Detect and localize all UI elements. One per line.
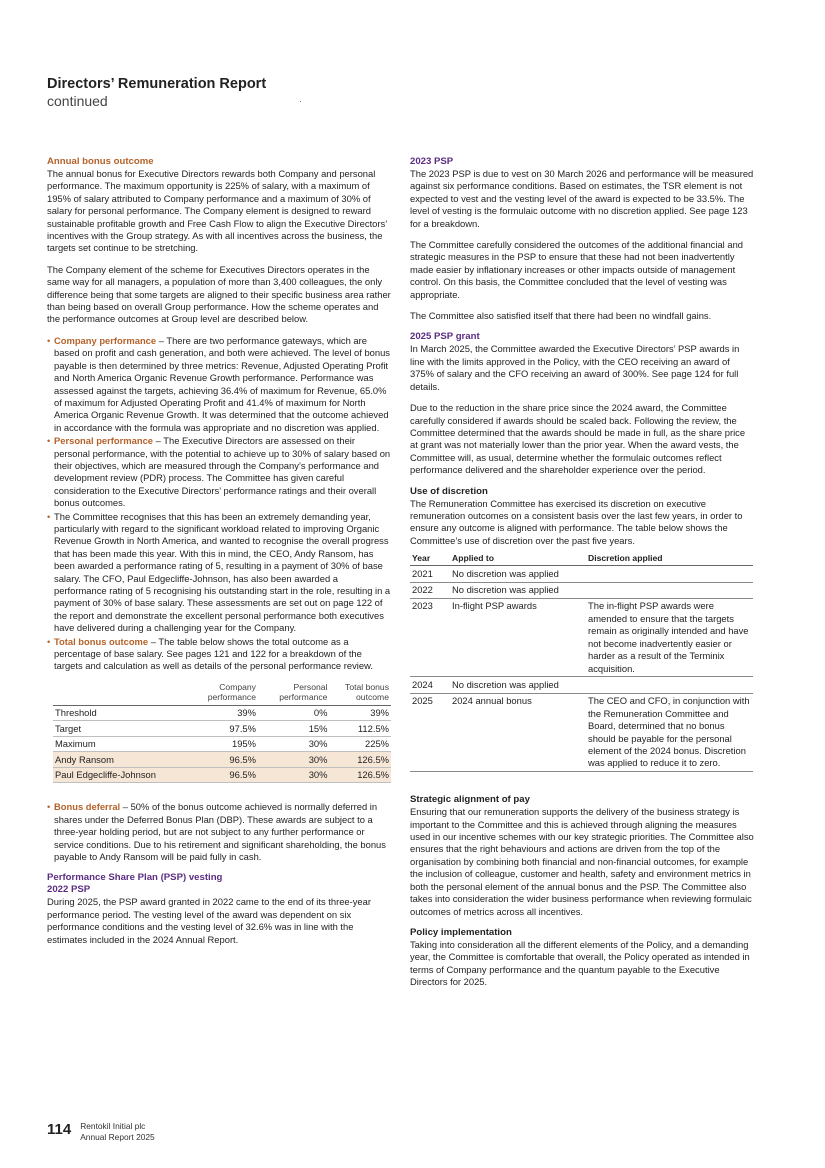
bonus-deferral-list [47, 801, 392, 863]
decorative-dot [300, 101, 301, 102]
column-header: Total bonus outcome [329, 682, 391, 706]
table-row [53, 736, 391, 752]
left-column [47, 156, 392, 955]
personal-value: 15% [258, 721, 329, 737]
psp-vesting-heading: Performance Share Plan (PSP) vesting [47, 872, 223, 884]
table-row [410, 693, 753, 771]
year-cell: 2021 [410, 566, 450, 582]
column-header: Applied to [450, 551, 586, 566]
psp-2025-paragraph-1: In March 2025, the Committee awarded the Executive Directors’ PSP awards in line with the limits approved in the Policy, with the CEO receiving an award of 375% of salary and the CFO receiving an award of 300%. See page 124 for full details. [410, 343, 740, 392]
psp-2023-paragraph-3: The Committee also satisfied itself that there had been no windfall gains. [410, 310, 712, 322]
psp-2023-paragraph-1: The 2023 PSP is due to vest on 30 March 2026 and performance will be measured against six performance conditions. Based on estimates, the TSR element is not expected to vest and the vesting level of the award is expected to be 33.5%. The level of vesting is the formulaic outcome with no discretion applied. See page 123 for a breakdown. [410, 168, 754, 229]
table-row [53, 721, 391, 737]
row-label: Target [53, 721, 185, 737]
bullet-label: Company performance [54, 334, 157, 346]
page-footer [47, 1121, 155, 1142]
table-row [410, 677, 753, 693]
psp-2025-heading: 2025 PSP grant [410, 331, 480, 343]
year-cell: 2022 [410, 582, 450, 598]
table-row [410, 566, 753, 582]
list-item [47, 636, 392, 673]
column-header: Year [410, 551, 450, 566]
discretion-cell [586, 566, 753, 582]
total-value: 126.5% [329, 767, 391, 783]
report-header [47, 76, 266, 109]
table-row [410, 598, 753, 676]
psp-2022-heading: 2022 PSP [47, 884, 91, 896]
report-name: Annual Report 2025 [80, 1131, 155, 1142]
report-title: Directors’ Remuneration Report [47, 76, 267, 92]
company-value: 195% [185, 736, 258, 752]
psp-2023-heading: 2023 PSP [410, 156, 454, 167]
page-number: 114 [47, 1121, 72, 1138]
discretion-table [410, 551, 753, 772]
year-cell: 2024 [410, 677, 450, 693]
discretion-heading: Use of discretion [410, 485, 488, 497]
bullet-label: Personal performance [54, 435, 153, 447]
bullet-text: – The Executive Directors are assessed on their personal performance, with the potential to achieve up to 30% of salary based on their objectives, which are measured through the Company’s performance and development review (PDR) process. The Committee has given careful consideration to the Executive Directors’ performance ratings and their overall bonus outcomes. [54, 435, 391, 509]
year-cell: 2025 [410, 693, 450, 771]
publication-info [80, 1121, 155, 1142]
psp-2025-paragraph-2: Due to the reduction in the share price since the 2024 award, the Committee carefully considered if awards should be scaled back. Following the review, the Committee determined that the awards should be made in full, as the share price at grant was not materially lower than the prior year. When the award vests, the Committee will, as usual, determine whether the formulaic outcomes reflect performance delivered and the shareholder experience over the period. [410, 402, 746, 476]
applied-to-cell: No discretion was applied [450, 677, 586, 693]
annual-bonus-heading: Annual bonus outcome [47, 156, 154, 167]
total-value: 39% [329, 705, 391, 721]
applied-to-cell: In-flight PSP awards [450, 598, 586, 676]
table-row-highlighted [53, 752, 391, 768]
bullet-text: The Committee recognises that this has been an extremely demanding year, particularly with regard to the significant workload related to improving Organic Revenue Growth in North America, and wanted to recognise the overall progress that has been made this year. With this in mind, the CEO, Andy Ransom, has been awarded a performance rating of 5, resulting in a payment of 30% of base salary. The CFO, Paul Edgecliffe-Johnson, has also been awarded a performance rating of 5 recognising his outstanding start in the role, resulting in a payment of 30% of base salary. These assessments are set out on page 122 of the report and demonstrate the excellent personal performance both executives have delivered during a challenging year for the Company. [54, 510, 391, 634]
annual-bonus-paragraph-1: The annual bonus for Executive Directors rewards both Company and personal performance. The maximum opportunity is 225% of salary, with a maximum of 195% of salary attributed to Company performance and a maximum of 30% of salary for personal performance. The Company element is designed to reward sustainable profitable growth and Free Cash Flow to align the Executive Directors’ incentives with the Group strategy. As with all incentives across the business, the targets set continue to be stretching. [47, 168, 387, 254]
report-subtitle: continued [47, 93, 108, 109]
discretion-cell: The in-flight PSP awards were amended to ensure that the targets remain as originally intended and have not become inadvertently easier or harder as a result of the Terminix acquisition. [586, 598, 753, 676]
bullet-text: – The table below shows the total outcome as a percentage of base salary. See pages 121 and 122 for a breakdown of the targets and calculation as well as details of the personal performance review. [54, 635, 373, 672]
row-label: Paul Edgecliffe-Johnson [53, 767, 185, 783]
list-item [47, 511, 392, 635]
company-value: 96.5% [185, 767, 258, 783]
table-row [53, 705, 391, 721]
company-value: 97.5% [185, 721, 258, 737]
list-item [47, 435, 392, 509]
strategic-alignment-heading: Strategic alignment of pay [410, 794, 530, 806]
personal-value: 30% [258, 736, 329, 752]
personal-value: 0% [258, 705, 329, 721]
psp-2022-paragraph: During 2025, the PSP award granted in 2022 came to the end of its three-year performance period. The vesting level of the award was dependent on six performance conditions and the vesting level of 32.6% was in line with the estimates included in the 2024 Annual Report. [47, 896, 371, 945]
personal-value: 30% [258, 752, 329, 768]
column-header [53, 682, 185, 706]
row-label: Andy Ransom [53, 752, 185, 768]
bullet-text: – 50% of the bonus outcome achieved is normally deferred in shares under the Deferred Bonus Plan (DBP). These awards are subject to a three-year holding period, but are not subject to any further performance or service conditions. Due to his retirement and significant shareholding, the bonus payable to Andy Ransom will be paid fully in cash. [54, 801, 386, 862]
table-header-row [53, 682, 391, 706]
bullet-text: – There are two performance gateways, which are based on profit and cash generation, and both were achieved. The level of bonus payable is then determined by three metrics: Revenue, Adjusted Operating Profit and North America Organic Revenue Growth performance. Performance was assessed against the targets, achieving 36.4% of maximum for Revenue, 65.0% of maximum for Adjusted Operating Profit and 41.4% of maximum for North America Organic Revenue Growth. It was determined that the outcome achieved in accordance with the formula was appropriate and no discretion was applied. [54, 334, 390, 433]
applied-to-cell: No discretion was applied [450, 582, 586, 598]
list-item [47, 801, 392, 863]
bullet-label: Total bonus outcome [54, 635, 149, 647]
discretion-cell: The CEO and CFO, in conjunction with the Remuneration Committee and Board, determined that no bonus should be payable for the personal element of the 2024 bonus. Discretion was applied to reduce it to zero. [586, 693, 753, 771]
applied-to-cell: No discretion was applied [450, 566, 586, 582]
bonus-bullet-list [47, 335, 392, 673]
table-row-highlighted [53, 767, 391, 783]
company-name: Rentokil Initial plc [80, 1121, 146, 1131]
policy-implementation-paragraph: Taking into consideration all the different elements of the Policy, and a demanding year, the Committee is comfortable that overall, the Policy operated as intended in terms of Company performance and the quantum payable to the Executive Directors for 2025. [410, 938, 750, 988]
strategic-alignment-paragraph: Ensuring that our remuneration supports the delivery of the business strategy is important to the Committee and this is achieved through aligning the measures used in our incentive schemes with our key strategic priorities. The Committee also ensures that the right behaviours and actions are driven from the top of the organisation by combining both financial and non-financial outcomes, for example the inclusion of colleague, customer and health, safety and environment metrics in both the personal element of the annual bonus and the PSP. The Committee also takes into consideration the wider business performance when reviewing formulaic outcomes of metrics across all incentives. [410, 806, 754, 917]
column-header: Discretion applied [586, 551, 753, 566]
bonus-outcome-table [53, 682, 391, 784]
column-header: Personal performance [258, 682, 329, 706]
row-label: Threshold [53, 705, 185, 721]
psp-2023-paragraph-2: The Committee carefully considered the outcomes of the additional financial and strategic measures in the PSP to ensure that these had not been inadvertently made easier by inflationary increases or other impacts outside of management control. On this basis, the Committee concluded that the level of vesting was appropriate. [410, 239, 744, 300]
total-value: 225% [329, 736, 391, 752]
discretion-paragraph: The Remuneration Committee has exercised its discretion on executive remuneration outcomes on a consistent basis over the last few years, in order to ensure any outcome is aligned with performance. The table below shows the Committee’s use of discretion over the past five years. [410, 497, 743, 546]
table-row [410, 582, 753, 598]
list-item [47, 335, 392, 434]
right-column [410, 156, 755, 998]
year-cell: 2023 [410, 598, 450, 676]
annual-bonus-paragraph-2: The Company element of the scheme for Executives Directors operates in the same way for all managers, a population of more than 3,400 colleagues, the only difference being that some targets are aligned to their specific business area rather than being based on overall Group performance. How the scheme operates and the performance outcomes at Group level are described below. [47, 263, 391, 325]
company-value: 96.5% [185, 752, 258, 768]
bullet-label: Bonus deferral [54, 801, 121, 813]
company-value: 39% [185, 705, 258, 721]
table-header-row [410, 551, 753, 566]
discretion-cell [586, 582, 753, 598]
column-header: Company performance [185, 682, 258, 706]
discretion-cell [586, 677, 753, 693]
applied-to-cell: 2024 annual bonus [450, 693, 586, 771]
personal-value: 30% [258, 767, 329, 783]
policy-implementation-heading: Policy implementation [410, 926, 512, 938]
row-label: Maximum [53, 736, 185, 752]
total-value: 112.5% [329, 721, 391, 737]
total-value: 126.5% [329, 752, 391, 768]
